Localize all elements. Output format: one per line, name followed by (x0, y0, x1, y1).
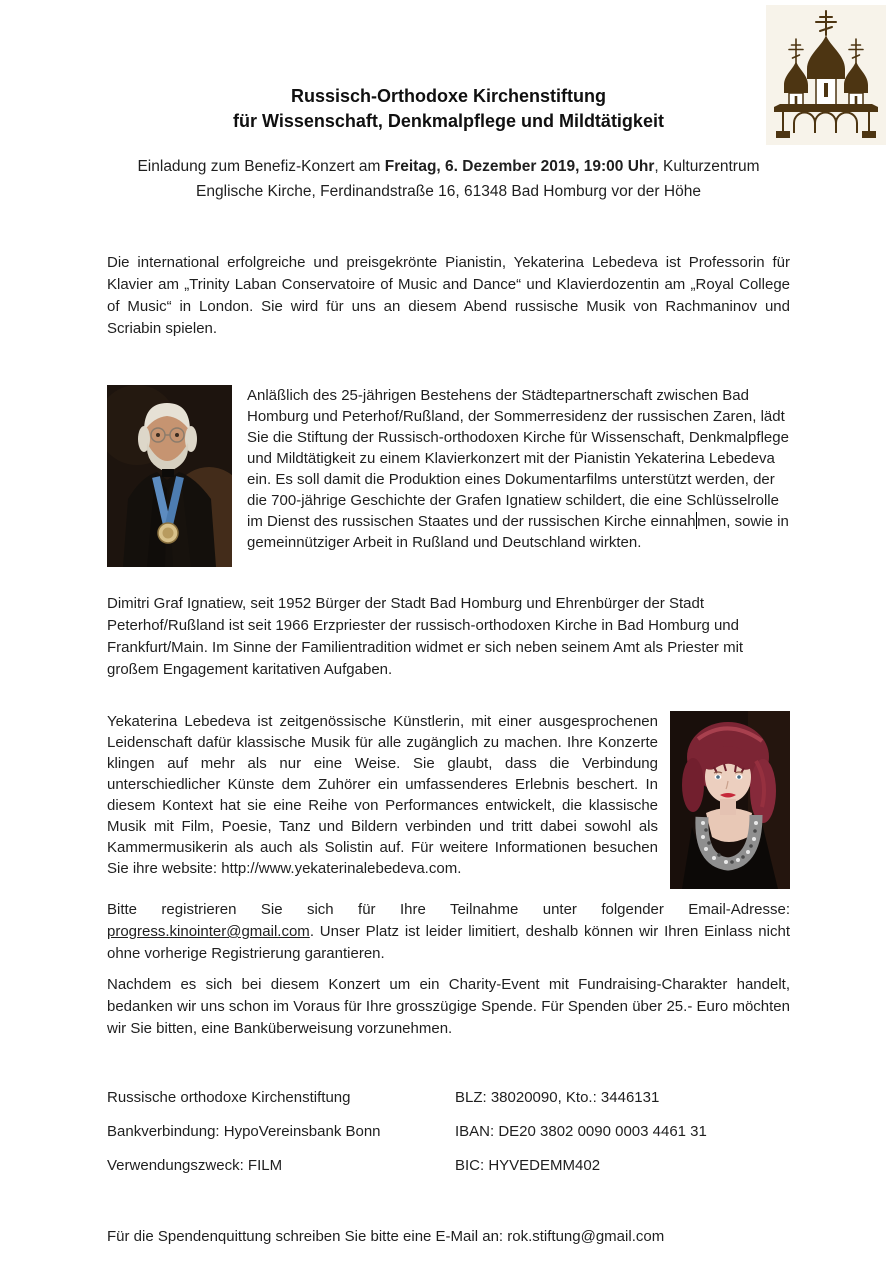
paragraph-dimitri: Dimitri Graf Ignatiew, seit 1952 Bürger der Stadt Bad Homburg und Ehrenbürger der Stadt Peterhof/Rußland ist seit 1966 Erzpriester der russisch-orthodoxen Kirche in Bad Homburg und Frankfurt/Main. Im Sinne der Familientradition widmet er sich neben seinem Amt als Priester mit großem Engagement karitativen Aufgaben. (107, 595, 744, 678)
section-anniversary (107, 385, 790, 567)
website-link: http://www.yekaterinalebedeva.com (221, 860, 458, 877)
paragraph-intro: Die international erfolgreiche und preisgekrönte Pianistin, Yekaterina Lebedeva ist Professorin für Klavier am „Trinity Laban Conservatoire of Music and Dance“ und Klavierdozentin am „Royal College of Music“ in London. Sie wird für uns an diesem Abend russische Musik von Rachmaninov und Scriabin spielen. (107, 254, 790, 337)
paragraph-anniversary (247, 385, 790, 567)
invitation-date: Freitag, 6. Dezember 2019, 19:00 Uhr (384, 158, 655, 175)
bank-row (107, 1155, 790, 1176)
bank-connection: Bankverbindung: HypoVereinsbank Bonn (107, 1123, 381, 1140)
anniversary-text-before-caret: Anläßlich des 25-jährigen Bestehens der Städtepartnerschaft zwischen Bad Homburg und Peterhof/Rußland, der Sommerresidenz der russischen Zaren, lädt Sie die Stiftung der Russisch-orthodoxen Kirche für Wissenschaft, Denkmalpflege und Mildtätigkeit zu einem Klavierkonzert mit der Pianistin Yekaterina Lebedeva ein. Es soll damit die Produktion eines Dokumentarfilms unterstützt werden, der die 700-jährige Geschichte der Grafen Ignatiew schildert, die eine Schlüsselrolle im Dienst des russischen Staates und der russischen Kirche einnah (247, 387, 789, 530)
bank-foundation-name: Russische orthodoxe Kirchenstiftung (107, 1089, 351, 1106)
paragraph-yekaterina (107, 711, 658, 889)
footer-text: Für die Spendenquittung schreiben Sie bitte eine E-Mail an: (107, 1228, 508, 1245)
yekaterina-text: Yekaterina Lebedeva ist zeitgenössische Künstlerin, mit einer ausgesprochenen Leidenschaft dafür klassische Musik für alle zugänglich zu machen. Ihre Konzerte klingen auf mehr als nur eine Weise. Sie glaubt, dass die Verbindung unterschiedlicher Künste dem Zuhörer ein umfassenderes Erlebnis beschert. In diesem Kontext hat sie eine Reihe von Performances entwickelt, die klassische Musik mit Film, Poesie, Tanz und Bildern verbinden und tritt dabei sowohl als Kammermusikerin als auch als Solistin auf. Für weitere Informationen besuchen Sie ihre website: (107, 713, 658, 877)
document-title (107, 84, 790, 134)
title-line-2: für Wissenschaft, Denkmalpflege und Mildtätigkeit (233, 111, 664, 131)
paragraph-charity: Nachdem es sich bei diesem Konzert um ein Charity-Event mit Fundraising-Charakter handelt, bedanken wir uns schon im Voraus für Ihre grosszügige Spende. Für Spenden über 25.- Euro möchten wir Sie bitten, eine Banküberweisung vorzunehmen. (107, 976, 790, 1037)
title-line-1: Russisch-Orthodoxe Kirchenstiftung (290, 86, 607, 106)
section-yekaterina (107, 711, 790, 889)
footer-email: rok.stiftung@gmail.com (507, 1228, 665, 1245)
bank-bic: BIC: HYVEDEMM402 (455, 1157, 601, 1174)
anniversary-text-after-caret: men, sowie in gemeinnütziger Arbeit in Rußland und Deutschland wirkten. (247, 513, 789, 551)
bank-iban: IBAN: DE20 3802 0090 0003 4461 31 (455, 1123, 707, 1140)
registration-text: Bitte registrieren Sie sich für Ihre Teilnahme unter folgender Email-Adresse: (107, 901, 790, 918)
website-period: . (457, 860, 462, 877)
bank-purpose: Verwendungszweck: FILM (107, 1157, 283, 1174)
invitation-venue: , Kulturzentrum Englische Kirche, Ferdinandstraße 16, 61348 Bad Homburg vor der Höhe (196, 158, 760, 200)
paragraph-registration (107, 899, 790, 965)
portrait-dimitri-ignatiew-photo (107, 385, 232, 567)
registration-email-link[interactable]: progress.kinointer@gmail.com (107, 923, 310, 940)
invitation-line (107, 154, 790, 204)
portrait-yekaterina-lebedeva-photo (670, 711, 790, 889)
bank-details (107, 1087, 790, 1189)
invitation-prefix: Einladung zum Benefiz-Konzert am (137, 158, 385, 175)
registration-text-after: . Unser Platz ist leider limitiert, deshalb können wir Ihren Einlass nicht ohne vorherige Registrierung garantieren. (107, 923, 790, 962)
donation-receipt-note (107, 1226, 790, 1247)
bank-row (107, 1087, 790, 1108)
bank-blz-kto: BLZ: 38020090, Kto.: 3446131 (455, 1089, 660, 1106)
bank-row (107, 1121, 790, 1142)
